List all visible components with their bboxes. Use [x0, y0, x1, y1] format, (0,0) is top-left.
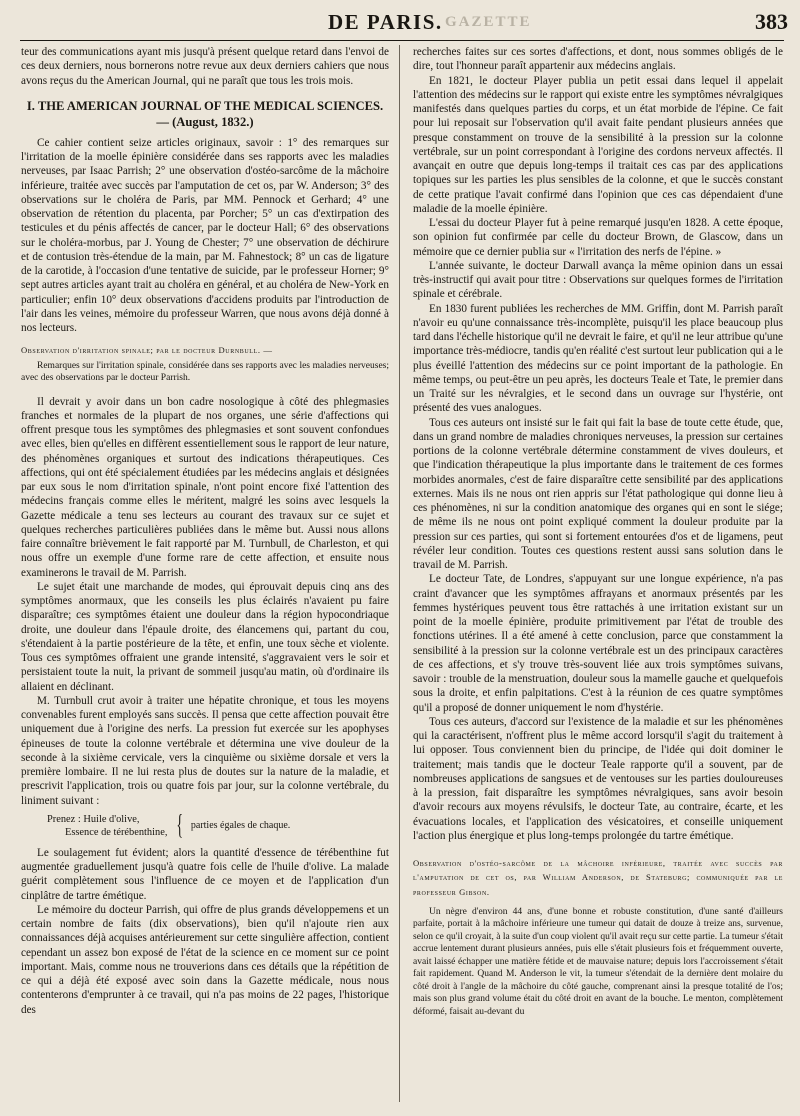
body-paragraph: recherches faites sur ces sortes d'affections, et dont, nous sommes obligés de le dire, tout l'honneur paraît appartenir aux médecins anglais. [413, 46, 783, 73]
body-paragraph: L'année suivante, le docteur Darwall avança la même opinion dans un essai très-instructif qui avait pour titre : Observations sur quelques formes de l'irritation spinale et cérébrale. [413, 259, 783, 301]
page-number: 383 [755, 9, 788, 34]
body-paragraph: En 1830 furent publiées les recherches de MM. Griffin, dont M. Parrish paraît n'avoir eu qu'une connaissance très-incomplète, puisqu'il les place beaucoup plus tard dans l'échelle historique qu'il ne devrait le faire, et qu'il ne leur attribue qu'une importance très-médiocre, tandis qu'en réalité c'est surtout leur publication qui a le plus éveillé l'attention des médecins sur ce point important de la pathologie. En même temps, ou peut-être un peu après, les docteurs Teale et Tate, le premier dans un Traité sur les névralgies, et le second dans un ouvrage sur l'hystérie, ont présenté des vues analogues. [413, 302, 783, 415]
body-paragraph: Le docteur Tate, de Londres, s'appuyant sur une longue expérience, n'a pas craint d'avancer que les symptômes affrayans et anormaux présentés par les femmes hystériques peuvent tous être rattachés à une irritation existant sur un point de la moelle épinière, produite primitivement par l'état de trouble des fonctions utérines. Il a été amené à cette conclusion, parce que constamment la sensibilité à la pression sur la colonne vertébrale est un des principaux caractères de ces affections, et s'y trouve très-souvent liée aux trois symptômes suivans, savoir : trouble de la menstruation, douleur sous la mamelle gauche et quelquefois sous la droite, et enfin palpitations. C'est à la réunion de ces quatre symptômes qu'il a proposé de donner uniquement le nom d'hystérie. [413, 573, 783, 714]
recipe-line: Prenez : Huile d'olive, [47, 813, 140, 825]
small-print-paragraph: Un nègre d'environ 44 ans, d'une bonne et robuste constitution, d'une santé d'ailleurs parfaite, portait à la mâchoire inférieure une tumeur qui datait de douze à treize ans, survenue, selon ce qu'il croyait, à la suite d'un coup violent qu'il avait reçu sur cette partie. La tumeur s'était accrue lentement durant plusieurs années, puis elle s'était plusieurs fois et fréquemment ouverte, avait laissé échapper une matière fétide et de mauvaise nature; depuis lors l'accroissement s'était fait rapidement. Quand M. Anderson le vit, la tumeur s'étendait de la dernière dent molaire du côté droit à l'angle de la mâchoire du côté gauche, comprenant ainsi la presque totalité de l'os; mais son plus grand volume était du côté droit en avant de la bouche. Le menton, complètement déformé, faisait au-devant du [413, 906, 783, 1017]
body-paragraph: Il devrait y avoir dans un bon cadre nosologique à côté des phlegmasies franches et normales de la plupart de nos organes, une série d'affections qui offrent presque tous les symptômes des phlegmasies et sont souvent confondues avec elles, bien qu'elles en diffèrent essentiellement sous le rapport de leur nature, des phénomènes organiques et surtout des indications thérapeutiques. Ces affections, qui ont été spécialement étudiées par les médecins anglais et désignées par eux sous le nom d'irritation spinale, n'ont point encore fixé l'attention des médecins français comme elles le méritent, malgré les soins avec lesquels la Gazette médicale a tenu ses lecteurs au courant des travaux sur ce sujet et quelques recherches particulières publiées dans le même but. Aussi nous allons faire connaître brièvement le fait rapporté par M. Turnbull, de Charleston, et qui nous offre un exemple d'une forme rare de cette affection, et ensuite nous examinerons le travail de M. Parrish. [21, 395, 389, 579]
left-column [21, 45, 389, 1017]
intro-paragraph: teur des communications ayant mis jusqu'à présent quelque retard dans l'envoi de ces deux derniers, nous bornerons notre revue aux deux derniers cahiers que nous avons reçus du the American Journal, qui ne paraît que tous les trois mois. [21, 46, 389, 87]
body-paragraph: Le sujet était une marchande de modes, qui éprouvait depuis cinq ans des symptômes anormaux, que les conseils les plus éclairés n'avaient pu faire disparaître; ces symptômes étaient une douleur dans la région hypocondriaque droite, une douleur dans l'épaule droite, des élancemens qui, partant du cou, s'étendaient à la partie postérieure de la tête, et enfin, une toux sèche et violente. Tous ces symptômes offraient une grande intensité, s'aggravaient vers le soir et persistaient toute la nuit, la privant de sommeil jusqu'au matin, où d'ordinaire ils allaient en déclinant. [21, 580, 389, 693]
brace-glyph: { [176, 809, 184, 841]
body-paragraph: En 1821, le docteur Player publia un petit essai dans lequel il appelait l'attention des médecins sur le rapport qui existe entre les symptômes névralgiques manifestés dans quelques parties du corps, et un état morbide de l'épine. Ce fait pour lui reposait sur l'observation qu'il avait faite pendant plusieurs années que presque constamment on trouve de la sensibilité à la pression sur la colonne vertébrale, sur un point correspondant à l'origine des cordons nerveux affectés. Il avançait en outre que depuis long-temps il traitait ces cas par des applications topiques sur les parties les plus sensibles de la colonne, et que le succès constant de cette pratique l'avait confirmé dans l'opinion que ces cas dépendaient d'une maladie de la moelle épinière. [413, 74, 783, 215]
body-paragraph: M. Turnbull crut avoir à traiter une hépatite chronique, et tous les moyens convenables furent employés sans succès. Il pensa que cette affection pouvait être uniquement due à l'origine des nerfs. La pression fut exercée sur les apophyses épineuses de toute la colonne vertébrale et détermina une vive douleur de la seconde à la sixième cervicale, vers la cinquième ou sixième dorsale et vers la première lombaire. Il ne lui resta plus de doutes sur la nature de la maladie, et prescrivit l'application, trois ou quatre fois par jour, sur la colonne vertébrale, du liniment suivant : [21, 694, 389, 807]
liniment-recipe [47, 809, 389, 841]
column-divider [399, 45, 400, 1102]
body-paragraph: Le soulagement fut évident; alors la quantité d'essence de térébenthine fut augmentée graduellement jusqu'à quatre fois celle de l'huile d'olive. La malade guérit complètement sous l'influence de ce moyen et de l'application d'un cinplâtre de tartre émétique. [21, 846, 389, 902]
body-paragraph: Le mémoire du docteur Parrish, qui offre de plus grands développemens et un certain nombre de faits (dix observations), bien qu'il n'ajoute rien aux connaissances déjà acquises antérieurement sur cette singulière affection, contient cependant un assez bon exposé de l'état de la science en ce moment sur ce point important. Mais, comme nous ne trouverions dans ces détails que la répétition de ce qui a déjà été exposé avec soin dans la Gazette médicale, nous nous contenterons d'emprunter à ce travail, qui n'a pas moins de 22 pages, l'historique des [21, 903, 389, 1016]
header-rule [20, 40, 784, 41]
recipe-proportion: parties égales de chaque. [190, 819, 291, 831]
contents-paragraph: Ce cahier contient seize articles originaux, savoir : 1° des remarques sur l'irritation de la moelle épinière considérée dans ses rapports avec les maladies nerveuses, par Isaac Parrish; 2° une observation d'ostéo-sarcôme de la mâchoire inférieure, traitée avec succès par l'amputation de cet os, par W. Anderson; 3° des observations sur le choléra de Paris, par MM. Pennock et Gerhard; 4° une observation de rétention du placenta, par Porcher; 5° un cas d'extirpation des testicules et du pénis affectés de cancer, par le docteur Hall; 6° des observations sur le choléra-morbus, par J. Young de Chester; 7° une observation de déchirure et de contusion très-étendue de la main, par M. Fahnestock; 8° un cas de ligature de la carotide, à l'occasion d'une tentative de suicide, par le professeur Horner; 9° sept autres articles ayant trait au choléra en général, et au choléra de New-York en particulier; enfin 10° deux observations d'accidens produits par l'introduction de l'air dans les veines, mémoire du professeur Warren, que nous avons déjà donné à nos lecteurs. [21, 136, 389, 334]
page-header [0, 0, 800, 42]
show-through-text: GAZETTE [445, 14, 532, 30]
observation-subtitle: Remarques sur l'irritation spinale, considérée dans ses rapports avec les maladies nerveuses; avec des observations par le docteur Parrish. [21, 360, 389, 383]
section-title: I. THE AMERICAN JOURNAL OF THE MEDICAL SCIENCES. — (August, 1832.) [26, 98, 384, 129]
observation-heading: Observation d'irritation spinale; par le docteur Durnbull. — [21, 345, 273, 356]
body-paragraph: Tous ces auteurs ont insisté sur le fait qui fait la base de toute cette étude, que, dans un grand nombre de maladies chroniques nerveuses, la pression sur certaines portions de la colonne vertébrale détermine constamment de vives douleurs, et que l'indication thérapeutique la plus importante dans le traitement de ces formes morbides anormales, c'est de faire disparaître cette sensibilité par des applications externes. Mais ils ne nous ont rien appris sur l'état pathologique qui donne lieu à ces phénomènes, ni sur la condition anatomique des organes qui en sont le siége; de même ils ne nous ont point expliqué comment la douleur produite par la pression sur ces parties, qui sont si fortement entourées d'os et de ligamens, peut révéler leur condition. Toutes ces questions restent aussi sans solution dans le travail de M. Parrish. [413, 416, 783, 571]
body-paragraph: Tous ces auteurs, d'accord sur l'existence de la maladie et sur les phénomènes qui la caractérisent, n'offrent plus le même accord lorsqu'il s'agit du traitement à lui opposer. Tous conviennent bien du principe, de l'idée qui doit dominer le traitement; mais tandis que le docteur Teale rapporte qu'il a souvent, par de nombreuses applications de sangsues et de ventouses sur les parties douloureuses à la pression, fait disparaître les symptômes névralgiques, sans avoir besoin d'avoir recours aux moyens révulsifs, le docteur Tate, au contraire, écarte, et les évacuations locales, et l'application des vésicatoires, et conseille uniquement l'action plus énergique et plus long-temps prolongée du tartre émétique. [413, 715, 783, 842]
recipe-line: Essence de térébenthine, [65, 826, 168, 838]
running-title: DE PARIS. [328, 10, 443, 34]
observation-heading: Observation d'ostéo-sarcôme de la mâchoire inférieure, traitée avec succès par l'amputation de cet os, par William Anderson, de Stateburg; communiquée par le professeur Gibson. [413, 858, 783, 897]
right-column [413, 45, 783, 1018]
body-paragraph: L'essai du docteur Player fut à peine remarqué jusqu'en 1828. A cette époque, son opinion fut confirmée par celle du docteur Brown, de Glascow, dans un mémoire que ce dernier publia sur « l'irritation des nerfs de l'épine. » [413, 217, 783, 258]
